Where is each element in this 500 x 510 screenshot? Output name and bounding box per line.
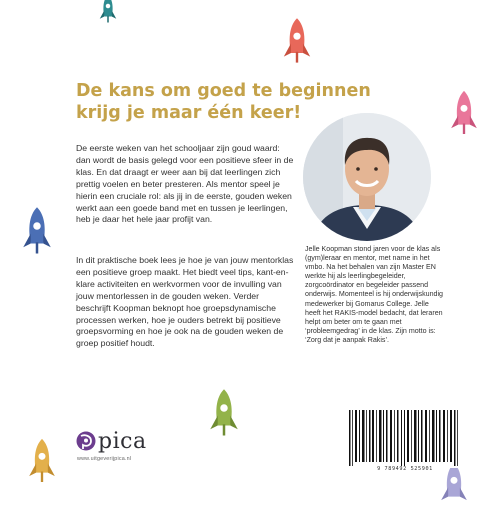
barcode-number: 9 789492 525901 (377, 466, 433, 472)
barcode (345, 408, 465, 468)
headline-line-2: krijg je maar één keer! (76, 103, 302, 123)
rocket-icon-gold (28, 432, 56, 490)
pica-logo-icon (76, 430, 96, 452)
rocket-icon-pink (450, 82, 478, 144)
rocket-icon-green (208, 388, 240, 438)
rocket-icon-teal (90, 0, 126, 24)
intro-paragraph: De eerste weken van het schooljaar zijn goud waard: dan wordt de basis gelegd voor een positieve sfeer in de klas. En dat draagt er weer aan bij dat leerlingen zich prettig voelen en beter presteren. Als mentor speel je hierin een cruciale rol: als jij in de eerste, gouden weken werkt aan een goede band met en tussen je leerlingen, heb je daar het hele jaar profijt van. (76, 143, 294, 225)
rocket-icon-coral (282, 17, 312, 65)
author-photo (303, 113, 431, 241)
headline-line-1: De kans om goed te beginnen (76, 81, 371, 101)
author-portrait-image (303, 113, 431, 241)
rocket-icon-blue (22, 205, 52, 257)
publisher-name: pica (98, 429, 147, 454)
barcode-bars (345, 408, 465, 466)
description-paragraph: In dit praktische boek lees je hoe je van jouw mentorklas een positieve groep maakt. Het biedt veel tips, kant-en-klare activiteiten en werkvormen voor de invulling van jouw mentorlessen in de gouden weken. Verder beschrijft Koopman beknopt hoe groepsdynamische processen werken, hoe je ouders betrekt bij positieve groepsvorming en hoe je ook na de gouden weken de groep positief houdt. (76, 255, 294, 349)
publisher-website: www.uitgeverijpica.nl (77, 456, 132, 462)
author-bio: Jelle Koopman stond jaren voor de klas als (gym)leraar en mentor, met name in het vmbo. Na het behalen van zijn Master EN werkte hij als leerlingbegeleider, zorgcoördinator en begeleider passend onderwijs. Momenteel is hij onderwijskundig medewerker bij Gomarus College. Jelle heeft het RAKIS-model bedacht, dat leraren helpt om beter om te gaan met ‘probleemgedrag’ in de klas. Zijn motto is: ‘Zorg dat je aanpak Rakis’. (305, 245, 443, 344)
